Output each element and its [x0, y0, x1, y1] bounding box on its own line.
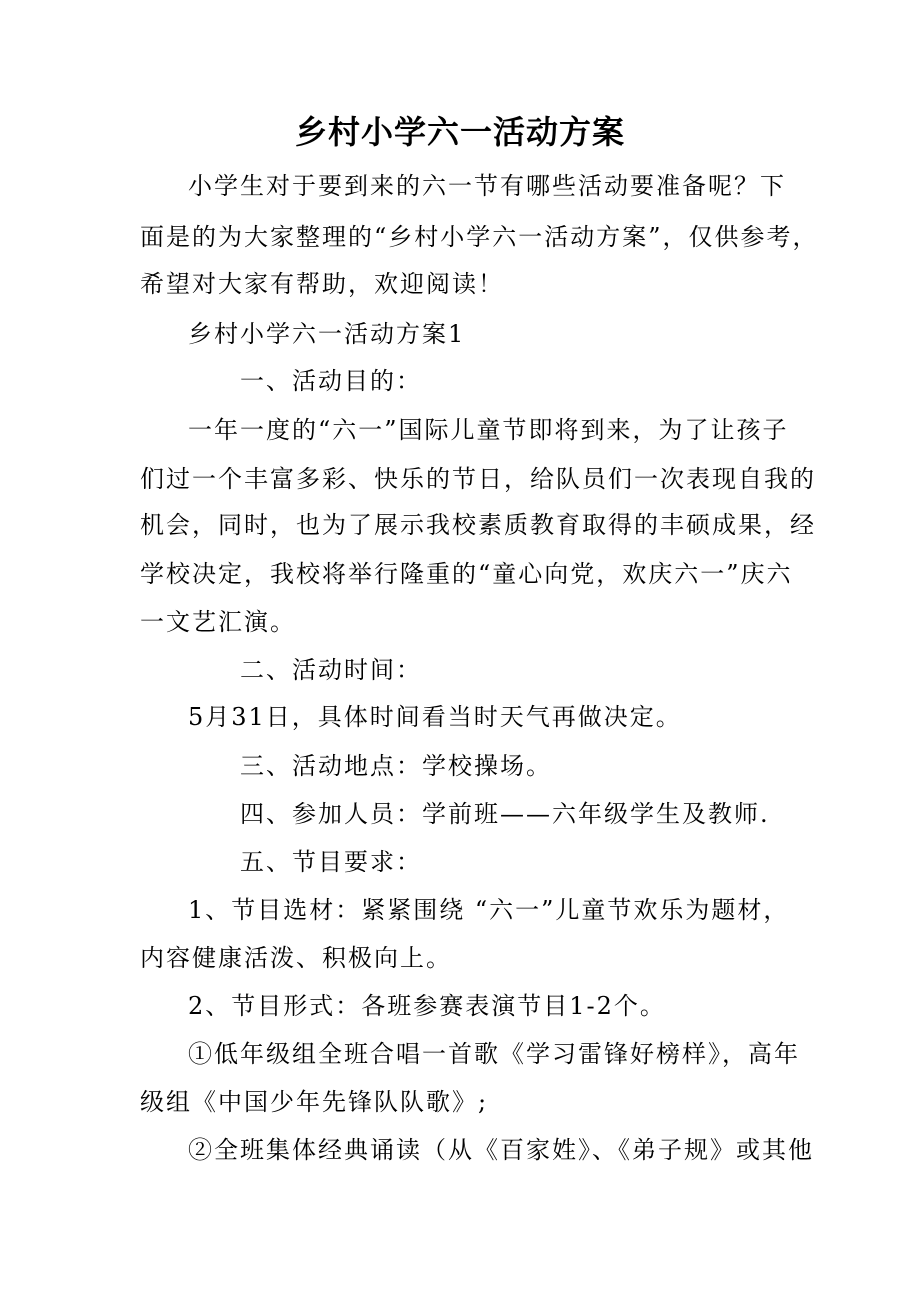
paragraph-line: 们过一个丰富多彩、快乐的节日，给队员们一次表现自我的: [140, 465, 816, 493]
paragraph-line: 级组《中国少年先锋队队歌》;: [140, 1088, 489, 1116]
paragraph-line: 1、节目选材：紧紧围绕 “六一”儿童节欢乐为题材，: [188, 896, 790, 924]
paragraph-line: 内容健康活泼、积极向上。: [140, 944, 452, 972]
paragraph-line: 面是的为大家整理的“乡村小学六一活动方案”，仅供参考，: [140, 223, 819, 251]
paragraph-line: 2、节目形式：各班参赛表演节目1-2个。: [188, 992, 666, 1020]
paragraph-line: 希望对大家有帮助，欢迎阅读！: [140, 270, 504, 298]
section-heading: 四、参加人员：学前班——六年级学生及教师.: [240, 800, 770, 828]
paragraph-line: ①低年级组全班合唱一首歌《学习雷锋好榜样》，高年: [188, 1040, 800, 1068]
section-heading: 乡村小学六一活动方案1: [188, 320, 466, 348]
paragraph-line: 一文艺汇演。: [140, 608, 296, 636]
paragraph-line: ②全班集体经典诵读（从《百家姓》、《弟子规》或其他: [188, 1136, 814, 1164]
paragraph-line: 一年一度的“六一”国际儿童节即将到来，为了让孩子: [188, 416, 789, 444]
paragraph-line: 学校决定，我校将举行隆重的“童心向党，欢庆六一”庆六: [140, 560, 793, 588]
section-heading: 五、节目要求：: [240, 848, 422, 876]
paragraph-line: 小学生对于要到来的六一节有哪些活动要准备呢？下: [188, 172, 786, 200]
section-heading: 二、活动时间：: [240, 656, 422, 684]
section-heading: 三、活动地点：学校操场。: [240, 752, 552, 780]
paragraph-line: 机会，同时，也为了展示我校素质教育取得的丰硕成果，经: [140, 511, 816, 539]
document-title: 乡村小学六一活动方案: [294, 113, 625, 151]
paragraph-line: 5月31日，具体时间看当时天气再做决定。: [188, 703, 682, 731]
section-heading: 一、活动目的：: [240, 367, 422, 395]
